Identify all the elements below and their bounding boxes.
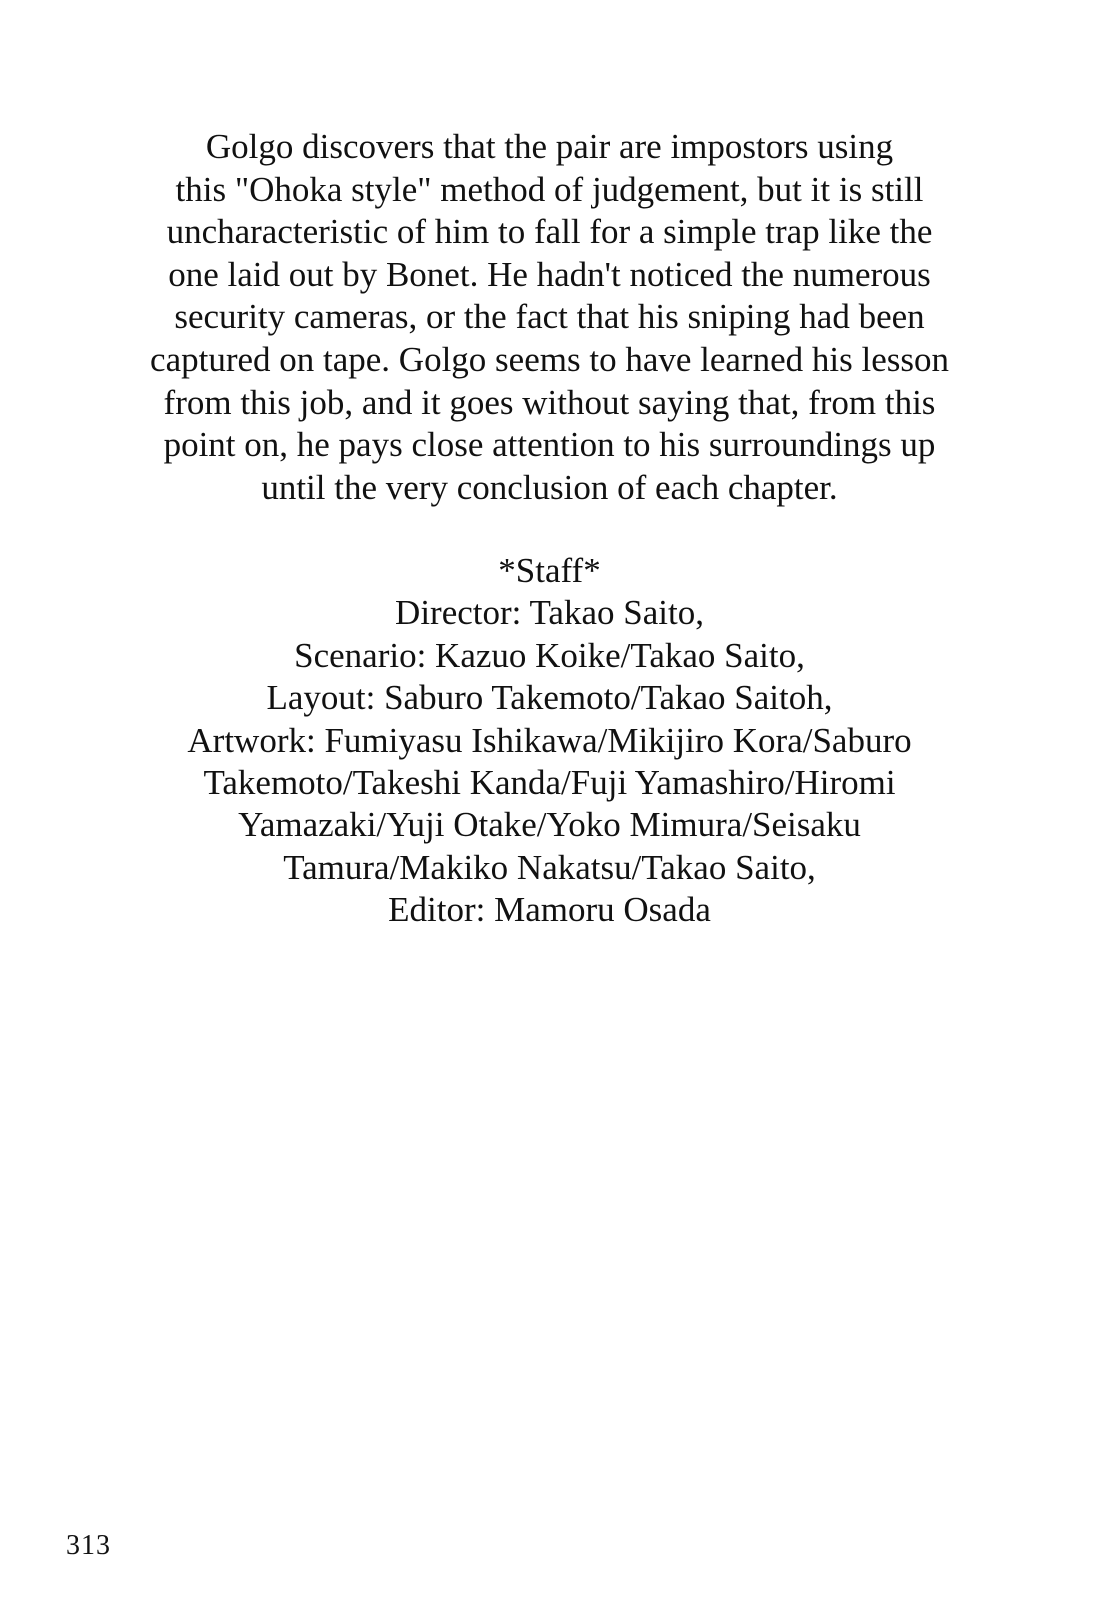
staff-credits xyxy=(90,550,1009,932)
commentary-line: from this job, and it goes without saying that, from this xyxy=(163,382,936,422)
commentary-line: captured on tape. Golgo seems to have learned his lesson xyxy=(150,339,949,379)
staff-credit-line: Artwork: Fumiyasu Ishikawa/Mikijiro Kora/Saburo xyxy=(187,720,912,760)
staff-credit-line: Scenario: Kazuo Koike/Takao Saito, xyxy=(294,635,805,675)
commentary-line: uncharacteristic of him to fall for a simple trap like the xyxy=(166,212,933,252)
commentary-line: point on, he pays close attention to his surroundings up xyxy=(163,425,936,465)
commentary-line: until the very conclusion of each chapter. xyxy=(261,467,838,507)
staff-credit-line: Director: Takao Saito, xyxy=(395,593,704,633)
commentary-line: this "Ohoka style" method of judgement, but it is still xyxy=(175,169,924,209)
staff-credit-line: Yamazaki/Yuji Otake/Yoko Mimura/Seisaku xyxy=(238,805,861,845)
commentary-line: security cameras, or the fact that his sniping had been xyxy=(174,297,925,337)
commentary-line: Golgo discovers that the pair are impostors using xyxy=(205,127,894,166)
staff-heading: *Staff* xyxy=(498,551,601,590)
commentary-paragraph xyxy=(90,126,1009,509)
commentary-line: one laid out by Bonet. He hadn't noticed the numerous xyxy=(168,254,931,294)
staff-credit-line: Tamura/Makiko Nakatsu/Takao Saito, xyxy=(283,847,816,887)
staff-credit-line: Editor: Mamoru Osada xyxy=(388,890,711,930)
staff-credit-line: Takemoto/Takeshi Kanda/Fuji Yamashiro/Hiromi xyxy=(203,763,896,803)
staff-credit-line: Layout: Saburo Takemoto/Takao Saitoh, xyxy=(266,678,833,718)
page-number: 313 xyxy=(66,1530,111,1561)
